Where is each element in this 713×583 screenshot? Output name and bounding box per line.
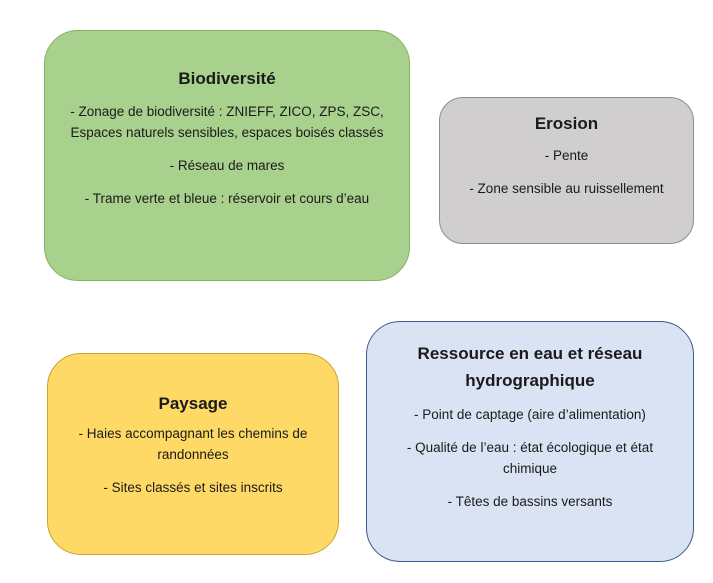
paysage-list xyxy=(62,423,324,498)
biodiversite-list xyxy=(63,101,391,209)
erosion-title: Erosion xyxy=(534,114,599,133)
biodiversite-box xyxy=(44,30,410,281)
erosion-item: - Pente xyxy=(544,148,589,163)
eau-list xyxy=(379,404,681,512)
paysage-item: - Sites classés et sites inscrits xyxy=(103,480,283,495)
eau-title: Ressource en eau et réseau hydrographique xyxy=(417,344,643,390)
biodiversite-item: - Trame verte et bleue : réservoir et cours d’eau xyxy=(84,191,370,206)
paysage-title: Paysage xyxy=(158,394,228,413)
eau-box xyxy=(366,321,694,562)
eau-item: - Têtes de bassins versants xyxy=(447,494,613,509)
paysage-item: - Haies accompagnant les chemins de randonnées xyxy=(78,426,308,462)
eau-item: - Qualité de l’eau : état écologique et état chimique xyxy=(406,440,654,476)
erosion-box xyxy=(439,97,694,244)
erosion-list xyxy=(469,145,663,211)
biodiversite-item: - Réseau de mares xyxy=(169,158,285,173)
erosion-item: - Zone sensible au ruissellement xyxy=(469,181,664,196)
biodiversite-item: - Zonage de biodiversité : ZNIEFF, ZICO, ZPS, ZSC, Espaces naturels sensibles, espaces boisés classés xyxy=(70,104,384,140)
biodiversite-title: Biodiversité xyxy=(178,69,276,88)
paysage-box xyxy=(47,353,339,555)
eau-item: - Point de captage (aire d’alimentation) xyxy=(414,407,646,422)
